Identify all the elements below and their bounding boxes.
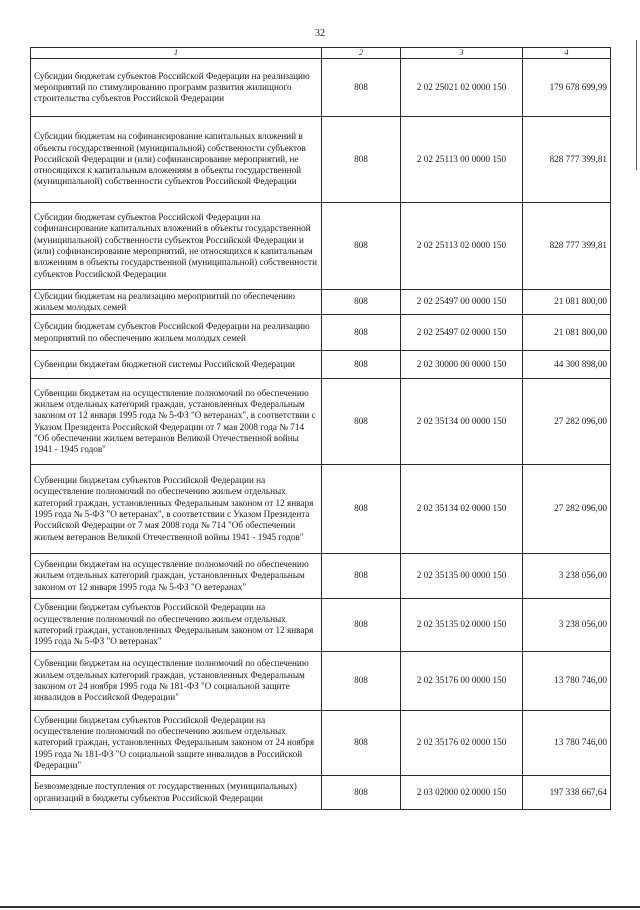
- admin-code-cell: 808: [322, 351, 401, 379]
- budget-code-cell: 2 02 25113 00 0000 150: [401, 117, 523, 203]
- table-row: [31, 203, 611, 290]
- amount-cell: 828 777 399,81: [523, 117, 611, 203]
- revenue-name-cell: Субсидии бюджетам на реализацию мероприятий по обеспечению жильем молодых семей: [31, 290, 322, 315]
- budget-revenue-table: [30, 47, 611, 810]
- amount-cell: 179 678 699,99: [523, 59, 611, 117]
- table-row: [31, 776, 611, 810]
- admin-code-cell: 808: [322, 117, 401, 203]
- budget-code-cell: 2 02 35135 00 0000 150: [401, 554, 523, 599]
- table-row: [31, 59, 611, 117]
- table-row: [31, 465, 611, 554]
- budget-code-cell: 2 02 35176 02 0000 150: [401, 711, 523, 776]
- amount-cell: 21 081 800,00: [523, 315, 611, 351]
- revenue-name-cell: Безвозмездные поступления от государственных (муниципальных) организаций в бюджеты субъектов Российской Федерации: [31, 776, 322, 810]
- admin-code-cell: 808: [322, 59, 401, 117]
- table-row: [31, 351, 611, 379]
- table-row: [31, 711, 611, 776]
- revenue-name-cell: Субвенции бюджетам субъектов Российской Федерации на осуществление полномочий по обеспечению жильем отдельных категорий граждан, установленных Федеральным законом от 12 января 1995 года № 5-ФЗ "О ветеранах", в соответствии с Указом Президента Российской Федерации от 7 мая 2008 года № 714 "Об обеспечении жильем ветеранов Великой Отечественной войны 1941 - 1945 годов": [31, 465, 322, 554]
- column-header-2: 2: [322, 48, 401, 59]
- revenue-name-cell: Субсидии бюджетам субъектов Российской Федерации на реализацию мероприятий по обеспечению жильем молодых семей: [31, 315, 322, 351]
- budget-code-cell: 2 02 30000 00 0000 150: [401, 351, 523, 379]
- column-header-1: 1: [31, 48, 322, 59]
- admin-code-cell: 808: [322, 465, 401, 554]
- admin-code-cell: 808: [322, 776, 401, 810]
- table-header-row: [31, 48, 611, 59]
- scan-edge-line: [636, 40, 637, 170]
- column-header-4: 4: [523, 48, 611, 59]
- budget-code-cell: 2 03 02000 02 0000 150: [401, 776, 523, 810]
- admin-code-cell: 808: [322, 203, 401, 290]
- budget-code-cell: 2 02 35135 02 0000 150: [401, 599, 523, 652]
- amount-cell: 3 238 056,00: [523, 554, 611, 599]
- admin-code-cell: 808: [322, 652, 401, 711]
- amount-cell: 13 780 746,00: [523, 652, 611, 711]
- amount-cell: 44 300 898,00: [523, 351, 611, 379]
- amount-cell: 197 338 667,64: [523, 776, 611, 810]
- budget-code-cell: 2 02 25021 02 0000 150: [401, 59, 523, 117]
- table-row: [31, 554, 611, 599]
- column-header-3: 3: [401, 48, 523, 59]
- budget-code-cell: 2 02 35176 00 0000 150: [401, 652, 523, 711]
- table-row: [31, 652, 611, 711]
- revenue-name-cell: Субвенции бюджетам на осуществление полномочий по обеспечению жильем отдельных категорий граждан, установленных Федеральным законом от 24 ноября 1995 года № 181-ФЗ "О социальной защите инвалидов в Российской Федерации": [31, 652, 322, 711]
- amount-cell: 21 081 800,00: [523, 290, 611, 315]
- table-row: [31, 290, 611, 315]
- revenue-name-cell: Субвенции бюджетам на осуществление полномочий по обеспечению жильем отдельных категорий граждан, установленных Федеральным законом от 12 января 1995 года № 5-ФЗ "О ветеранах": [31, 554, 322, 599]
- revenue-name-cell: Субвенции бюджетам на осуществление полномочий по обеспечению жильем отдельных категорий граждан, установленных Федеральным законом от 12 января 1995 года № 5-ФЗ "О ветеранах", в соответствии с Указом Президента Российской Федерации от 7 мая 2008 года № 714 "Об обеспечении жильем ветеранов Великой Отечественной войны 1941 - 1945 годов": [31, 379, 322, 465]
- table-row: [31, 599, 611, 652]
- revenue-name-cell: Субвенции бюджетам субъектов Российской Федерации на осуществление полномочий по обеспечению жильем отдельных категорий граждан, установленных Федеральным законом от 12 января 1995 года № 5-ФЗ "О ветеранах": [31, 599, 322, 652]
- table-row: [31, 315, 611, 351]
- revenue-name-cell: Субвенции бюджетам субъектов Российской Федерации на осуществление полномочий по обеспечению жильем отдельных категорий граждан, установленных Федеральным законом от 24 ноября 1995 года № 181-ФЗ "О социальной защите инвалидов в Российской Федерации": [31, 711, 322, 776]
- budget-code-cell: 2 02 25113 02 0000 150: [401, 203, 523, 290]
- page-number: 32: [315, 28, 325, 39]
- budget-code-cell: 2 02 35134 00 0000 150: [401, 379, 523, 465]
- table-row: [31, 117, 611, 203]
- revenue-name-cell: Субвенции бюджетам бюджетной системы Российской Федерации: [31, 351, 322, 379]
- amount-cell: 13 780 746,00: [523, 711, 611, 776]
- budget-code-cell: 2 02 25497 02 0000 150: [401, 315, 523, 351]
- admin-code-cell: 808: [322, 554, 401, 599]
- amount-cell: 3 238 056,00: [523, 599, 611, 652]
- scan-bottom-edge: [0, 906, 640, 908]
- revenue-name-cell: Субсидии бюджетам субъектов Российской Федерации на реализацию мероприятий по стимулированию программ развития жилищного строительства субъектов Российской Федерации: [31, 59, 322, 117]
- amount-cell: 828 777 399,81: [523, 203, 611, 290]
- amount-cell: 27 282 096,00: [523, 379, 611, 465]
- revenue-name-cell: Субсидии бюджетам субъектов Российской Федерации на софинансирование капитальных вложений в объекты государственной (муниципальной) собственности субъектов Российской Федерации и (или) софинансирование мероприятий, не относящихся к капитальным вложениям в объекты государственной (муниципальной) собственности субъектов Российской Федерации: [31, 203, 322, 290]
- admin-code-cell: 808: [322, 315, 401, 351]
- admin-code-cell: 808: [322, 599, 401, 652]
- budget-code-cell: 2 02 35134 02 0000 150: [401, 465, 523, 554]
- revenue-name-cell: Субсидии бюджетам на софинансирование капитальных вложений в объекты государственной (муниципальной) собственности субъектов Российской Федерации и (или) софинансирование мероприятий, не относящихся к капитальным вложениям в объекты государственной (муниципальной) собственности субъектов Российской Федерации: [31, 117, 322, 203]
- admin-code-cell: 808: [322, 379, 401, 465]
- table-row: [31, 379, 611, 465]
- amount-cell: 27 282 096,00: [523, 465, 611, 554]
- admin-code-cell: 808: [322, 711, 401, 776]
- admin-code-cell: 808: [322, 290, 401, 315]
- budget-code-cell: 2 02 25497 00 0000 150: [401, 290, 523, 315]
